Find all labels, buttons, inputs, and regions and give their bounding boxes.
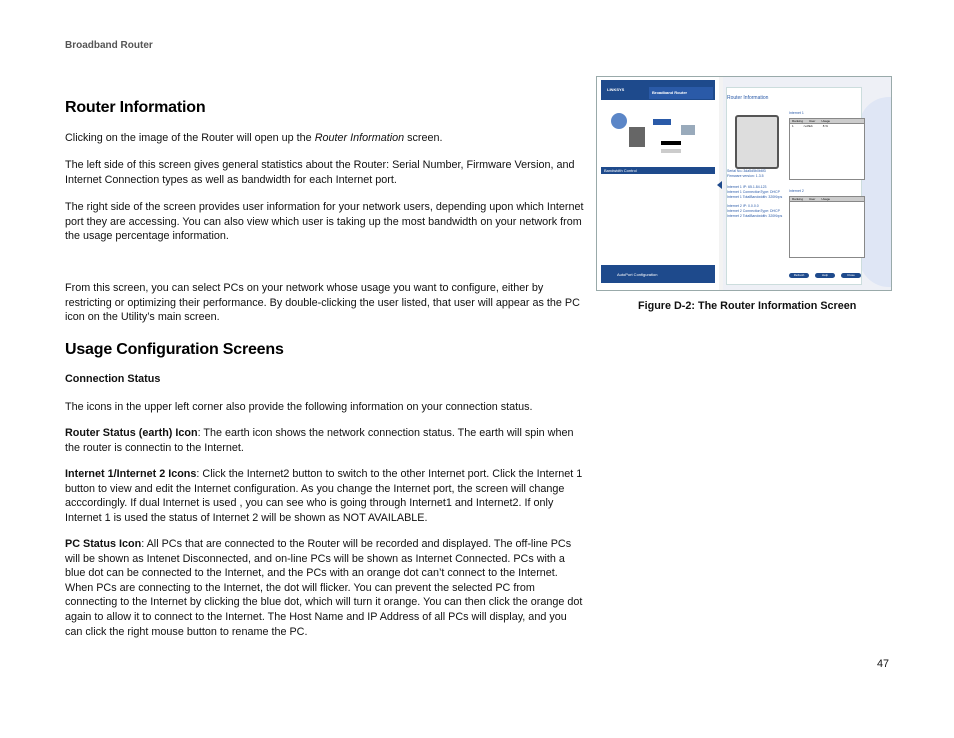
screenshot-footer-bar: AutoPort Configuration xyxy=(601,265,715,283)
internet1-user-table xyxy=(789,118,865,180)
collapse-arrow-icon[interactable] xyxy=(717,181,722,189)
screenshot-bandwidth-bar: Bandwidth Control xyxy=(601,167,715,174)
page-number: 47 xyxy=(876,658,889,670)
router-info-paragraph-2: The left side of this screen gives general statistics about the Router: Serial Number, Firmware Version, and Internet Connection types as well as bandwidth for each Internet port. xyxy=(65,159,575,186)
screenshot-product-bar: Broadband Router xyxy=(649,87,713,99)
internet2-user-table xyxy=(789,196,865,258)
screenshot-network-diagram xyxy=(601,103,715,165)
help-button[interactable]: Help xyxy=(815,273,835,278)
router-status-paragraph: Router Status (earth) Icon: The earth icon shows the network connection status. The earth will spin when the router is connectin to the Internet. xyxy=(65,427,574,454)
running-header: Broadband Router xyxy=(65,40,153,51)
refresh-button[interactable]: Refresh xyxy=(789,273,809,278)
table-header: Ranking User Usage xyxy=(790,197,864,202)
network-diagram-icon xyxy=(601,103,715,165)
router-info-paragraph-1: Clicking on the image of the Router will open up the Router Information screen. xyxy=(65,132,443,144)
table-row[interactable]: 1 rvdhkb 8 % xyxy=(792,124,828,128)
router-stats: Serial No.:3da5d5b0b6f3 Firmware version: 1.3.5 Internet 1 IP: 65.1.84.123 Internet 1 ConnectionType: DHCP Internet 1 TotalBandwidth: 320Kbps Internet 2 IP: 0.0.0.0 Internet 2 ConnectionType: DHCP Internet 2 TotalBandwidth: 320Kbps xyxy=(727,169,783,218)
internet2-table-label: Internet 2 xyxy=(789,189,804,193)
router-info-paragraph-3: The right side of the screen provides user information for your network users, depending upon which Internet port they are accessing. You can also view which user is taking up the most bandwidth on your network from the usage percentage information. xyxy=(65,201,584,243)
pc-status-paragraph: PC Status Icon: All PCs that are connected to the Router will be recorded and displayed. The off-line PCs will be shown as Intenet Disconnected, and on-line PCs will be shown as Internet Connected. PCs with a blue dot can be connected to the Internet, and the PCs with an orange dot can’t connect to the Internet. When PCs are connecting to the Internet, the dot will flicker. You can prevent the selected PC from connecting to the Internet by clicking the blue dot, which will turn it orange. You can then click the orange dot again to allow it to connect to the Internet. The Host Name and IP Address of all PCs will display, and you can click the right mouse button to rename the PC. xyxy=(65,538,583,638)
screenshot-brand-bar: LINKSYS xyxy=(601,80,715,100)
screenshot-panel-title: Router Information xyxy=(727,95,769,101)
screenshot-left-panel xyxy=(597,77,719,290)
usage-configuration-heading: Usage Configuration Screens xyxy=(65,341,284,358)
close-button[interactable]: Close xyxy=(841,273,861,278)
router-info-paragraph-4: From this screen, you can select PCs on your network whose usage you want to configure, either by restricting or optimizing their performance. By double-clicking the user listed, that user will appear as the PC icon on the Utility’s main screen. xyxy=(65,282,580,324)
router-information-screenshot xyxy=(596,76,892,291)
connection-status-subheading: Connection Status xyxy=(65,373,161,385)
table-header: Ranking User Usage xyxy=(790,119,864,124)
internet1-table-label: Internet 1 xyxy=(789,111,804,115)
router-information-heading: Router Information xyxy=(65,99,206,116)
router-image-icon[interactable] xyxy=(735,115,779,169)
figure-caption: Figure D-2: The Router Information Screen xyxy=(638,300,857,312)
internet-icons-paragraph: Internet 1/Internet 2 Icons: Click the Internet2 button to switch to the other Internet port. Click the Internet 1 button to view and edit the Internet configuration. As you change the Internet port, the screen will change acccordingly. If dual Internet is used , you can see who is going through Internet1 and Internet2. If only Internet 1 is used the status of Internet 2 will be shown as NOT AVAILABLE. xyxy=(65,468,583,524)
connection-status-intro: The icons in the upper left corner also provide the following information on your connection status. xyxy=(65,401,533,413)
